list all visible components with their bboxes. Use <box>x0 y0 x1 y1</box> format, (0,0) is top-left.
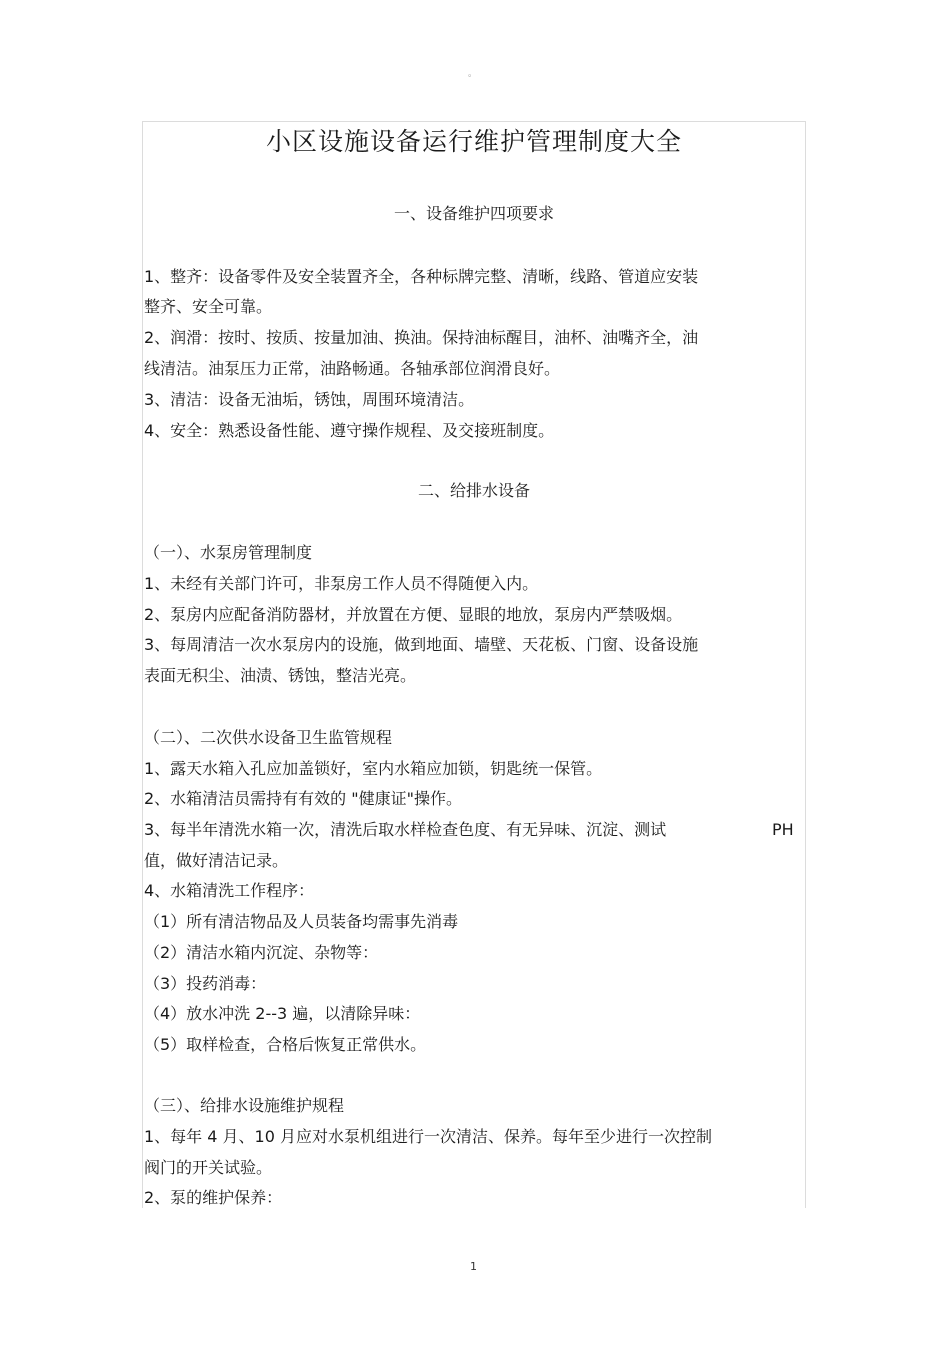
page-number: 1 <box>470 1260 477 1273</box>
subsection-2-heading: （二）、二次供水设备卫生监管规程 <box>144 728 393 747</box>
paragraph-line: 1、每年 4 月、10 月应对水泵机组进行一次清洁、保养。每年至少进行一次控制 <box>144 1127 712 1146</box>
subsection-1-heading: （一）、水泵房管理制度 <box>144 543 313 562</box>
paragraph-line: 1、未经有关部门许可，非泵房工作人员不得随便入内。 <box>144 574 539 593</box>
paragraph-line: 2、润滑：按时、按质、按量加油、换油。保持油标醒目，油杯、油嘴齐全，油 <box>144 328 699 347</box>
document-title: 小区设施设备运行维护管理制度大全 <box>265 127 682 156</box>
paragraph-line: 2、泵房内应配备消防器材，并放置在方便、显眼的地放，泵房内严禁吸烟。 <box>144 605 683 624</box>
paragraph-line: （3）投药消毒： <box>144 974 267 993</box>
paragraph-line: 3、每周清洁一次水泵房内的设施，做到地面、墙壁、天花板、门窗、设备设施 <box>144 635 699 654</box>
section-2-heading: 二、给排水设备 <box>417 481 530 500</box>
paragraph-line: 表面无积尘、油渍、锈蚀，整洁光亮。 <box>144 666 417 685</box>
paragraph-line: 线清洁。油泵压力正常，油路畅通。各轴承部位润滑良好。 <box>144 359 561 378</box>
top-mark: 。 <box>468 69 478 79</box>
paragraph-line: 4、水箱清洗工作程序： <box>144 881 315 900</box>
paragraph-line: 1、露天水箱入孔应加盖锁好，室内水箱应加锁，钥匙统一保管。 <box>144 759 603 778</box>
paragraph-line: （5）取样检查，合格后恢复正常供水。 <box>144 1035 427 1054</box>
paragraph-line: 阀门的开关试验。 <box>144 1158 273 1177</box>
paragraph-line: 整齐、安全可靠。 <box>144 297 273 316</box>
paragraph-line: （4）放水冲洗 2--3 遍，以清除异味： <box>144 1004 421 1023</box>
paragraph-line: 3、每半年清洗水箱一次，清洗后取水样检查色度、有无异味、沉淀、测试 <box>144 820 667 839</box>
paragraph-line: 1、整齐：设备零件及安全装置齐全，各种标牌完整、清晰，线路、管道应安装 <box>144 267 699 286</box>
ph-label: PH <box>772 820 794 839</box>
paragraph-line: 值，做好清洁记录。 <box>144 851 289 870</box>
paragraph-line: 2、泵的维护保养： <box>144 1188 283 1207</box>
subsection-3-heading: （三）、给排水设施维护规程 <box>144 1096 345 1115</box>
paragraph-line: （1）所有清洁物品及人员装备均需事先消毒 <box>144 912 459 931</box>
paragraph-line: 2、水箱清洁员需持有有效的 "健康证"操作。 <box>144 789 462 808</box>
paragraph-line: （2）清洁水箱内沉淀、杂物等： <box>144 943 379 962</box>
section-1-heading: 一、设备维护四项要求 <box>393 204 554 223</box>
paragraph-line: 4、安全：熟悉设备性能、遵守操作规程、及交接班制度。 <box>144 421 555 440</box>
paragraph-line: 3、清洁：设备无油垢，锈蚀，周围环境清洁。 <box>144 390 475 409</box>
